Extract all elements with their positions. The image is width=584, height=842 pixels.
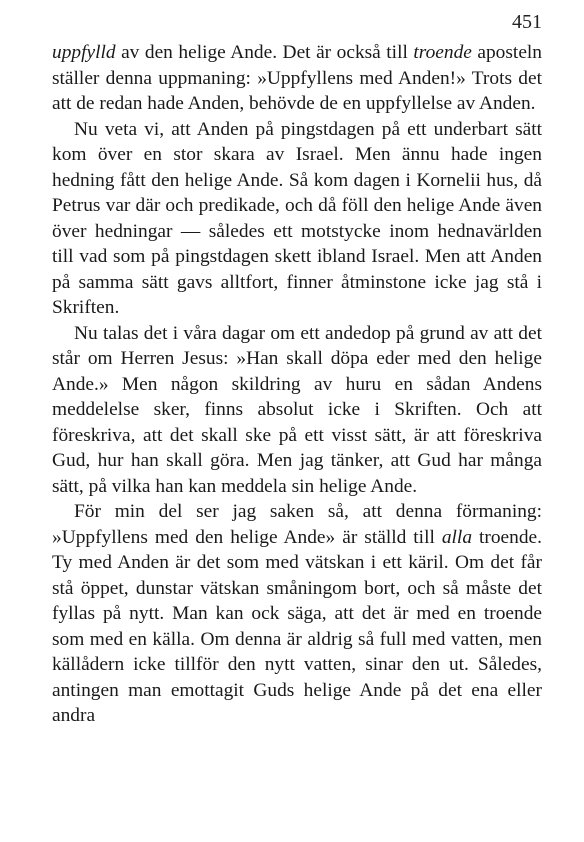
paragraph-3 <box>52 321 542 500</box>
paragraph-1 <box>52 40 542 117</box>
text-span: troende <box>413 42 472 63</box>
text-span: Nu talas det i våra dagar om ett andedop på grund av att det står om Herren Jesus: »Han skall döpa eder med den helige Ande.» Men någon skildring av huru en sådan Andens meddelelse sker, finns absolut icke i Skriften. Och att föreskriva, att det skall ske på ett visst sätt, är att föreskriva Gud, hur han skall göra. Men jag tänker, att Gud har många sätt, på vilka han kan meddela sin helige Ande. <box>52 322 542 497</box>
text-span: aposteln ställer denna uppmaning: »Uppfyllens med Anden!» Trots det att de redan hade Anden, behövde de en uppfyllelse av Anden. <box>52 42 543 114</box>
text-span: uppfylld <box>52 42 116 63</box>
text-span: alla <box>441 526 473 548</box>
paragraph-4 <box>52 499 542 729</box>
paragraph-2 <box>52 117 542 321</box>
page-number: 451 <box>512 11 542 33</box>
text-span: Nu veta vi, att Anden på pingstdagen på ett underbart sätt kom över en stor skara av Israel. Men ännu hade ingen hedning fått den helige Ande. Så kom dagen i Kornelii hus, då Petrus var där och predikade, och då föll den helige Ande även över hedningar — således ett motstycke inom hednavärlden till vad som på pingstdagen skett ibland Israel. Men att Anden på samma sätt gavs alltfort, finner åtminstone icke jag stå i Skriften. <box>52 118 542 318</box>
text-span: troende. Ty med Anden är det som med vätskan i ett käril. Om det får stå öppet, dunstar vätskan småningom bort, och så måste det fyllas på nytt. Man kan ock säga, att det är med en troende som med en källa. Om denna är aldrig så full med vatten, men källådern icke tillför den nytt vatten, sinar den ut. Således, antingen man emottagit Guds helige Ande på det ena eller andra <box>52 526 543 726</box>
body-text <box>52 40 542 729</box>
text-span: För min del ser jag saken så, att denna förmaning: »Uppfyllens med den helige Ande» är ställd till <box>52 501 542 548</box>
text-span: av den helige Ande. Det är också till <box>115 42 414 63</box>
